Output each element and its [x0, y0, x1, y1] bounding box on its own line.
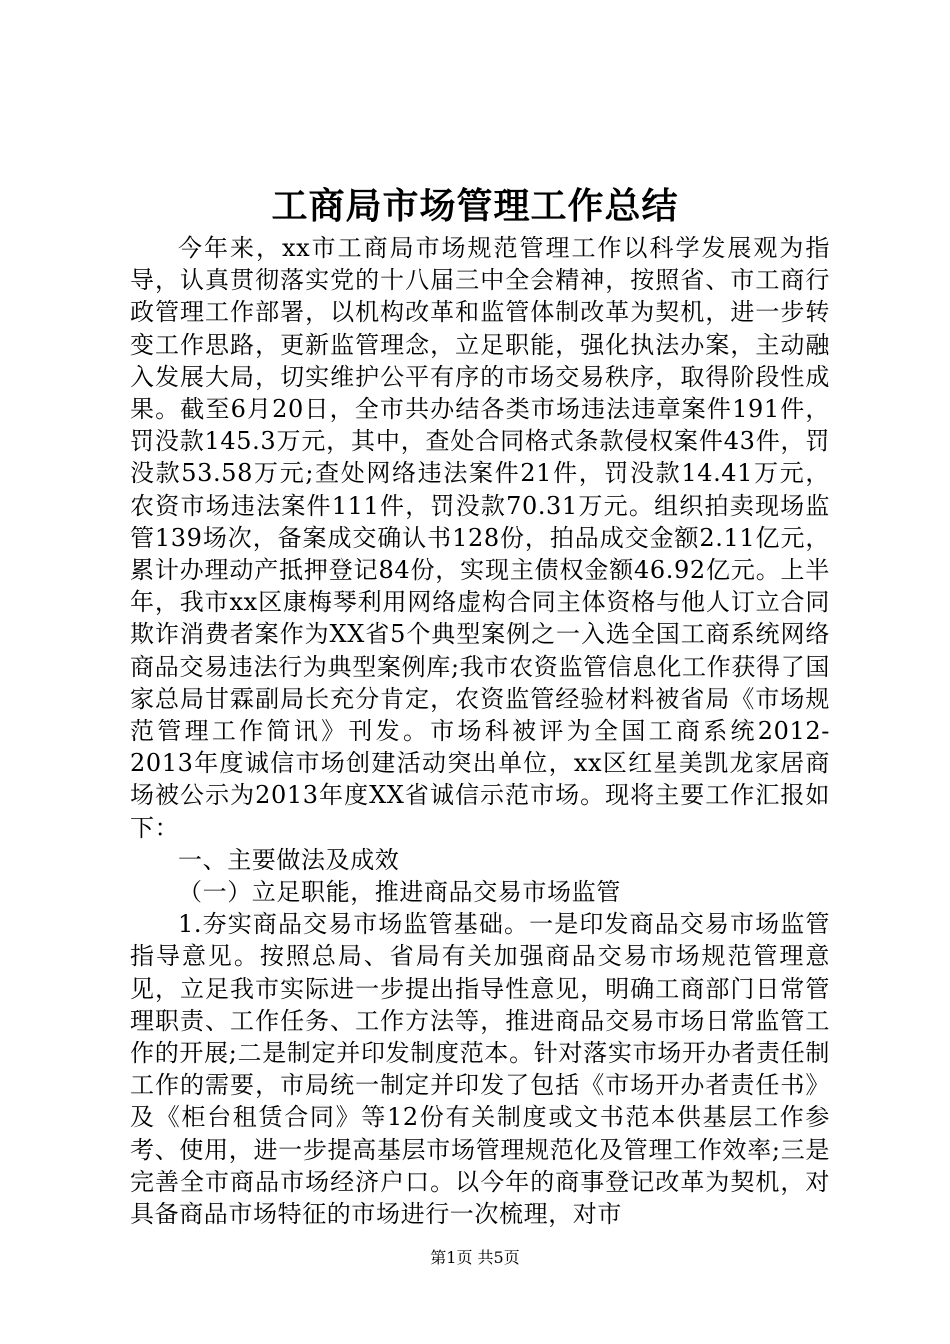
paragraph-intro: 今年来，xx市工商局市场规范管理工作以科学发展观为指导，认真贯彻落实党的十八届三中全会精神，按照省、市工商行政管理工作部署，以机构改革和监管体制改革为契机，进一步转变工作思路，更新监管理念，立足职能，强化执法办案，主动融入发展大局，切实维护公平有序的市场交易秩序，取得阶段性成果。截至6月20日，全市共办结各类市场违法违章案件191件，罚没款145.3万元，其中，查处合同格式条款侵权案件43件，罚没款53.58万元;查处网络违法案件21件，罚没款14.41万元，农资市场违法案件111件，罚没款70.31万元。组织拍卖现场监管139场次，备案成交确认书128份，拍品成交金额2.11亿元，累计办理动产抵押登记84份，实现主债权金额46.92亿元。上半年，我市xx区康梅琴利用网络虚构合同主体资格与他人订立合同欺诈消费者案作为XX省5个典型案例之一入选全国工商系统网络商品交易违法行为典型案例库;我市农资监管信息化工作获得了国家总局甘霖副局长充分肯定，农资监管经验材料被省局《市场规范管理工作简讯》刊发。市场科被评为全国工商系统2012-2013年度诚信市场创建活动突出单位，xx区红星美凯龙家居商场被公示为2013年度XX省诚信示范市场。现将主要工作汇报如下：	[130, 234, 830, 842]
document-body	[130, 232, 830, 1230]
heading-section-1: 一、主要做法及成效	[178, 845, 400, 874]
document-title: 工商局市场管理工作总结	[271, 185, 679, 227]
page-footer: 第1页 共5页	[430, 1248, 520, 1267]
heading-subsection-1: （一）立足职能，推进商品交易市场监管	[178, 878, 621, 907]
paragraph-item-1: 1.夯实商品交易市场监管基础。一是印发商品交易市场监管指导意见。按照总局、省局有关加强商品交易市场规范管理意见，立足我市实际进一步提出指导性意见，明确工商部门日常管理职责、工作任务、工作方法等，推进商品交易市场日常监管工作的开展;二是制定并印发制度范本。针对落实市场开办者责任制工作的需要，市局统一制定并印发了包括《市场开办者责任书》及《柜台租赁合同》等12份有关制度或文书范本供基层工作参考、使用，进一步提高基层市场管理规范化及管理工作效率;三是完善全市商品市场经济户口。以今年的商事登记改革为契机，对具备商品市场特征的市场进行一次梳理，对市	[130, 910, 830, 1229]
